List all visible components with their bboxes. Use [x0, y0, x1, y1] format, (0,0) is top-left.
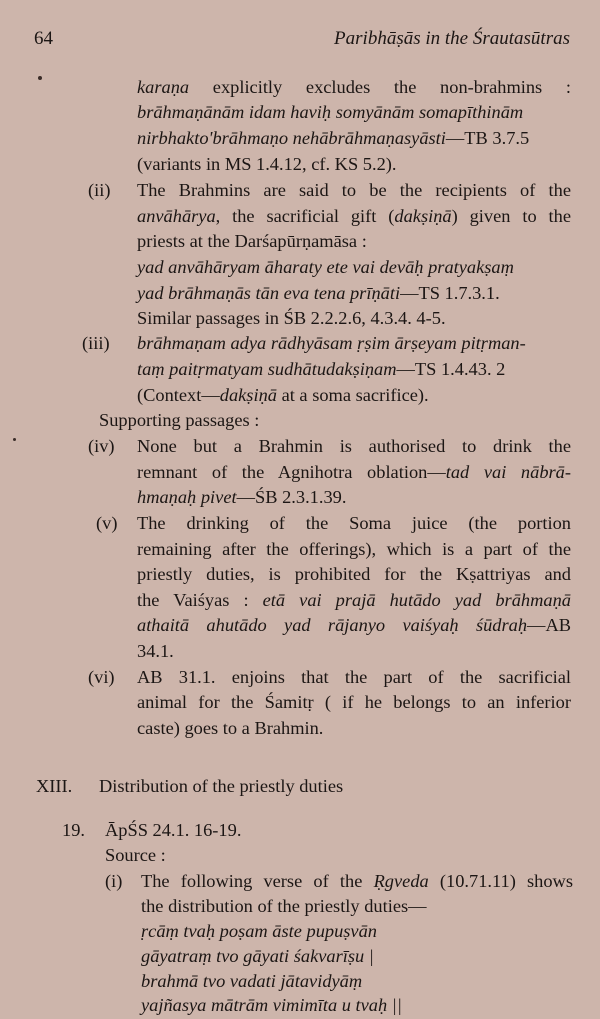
- text-line: AB 31.1. enjoins that the part of the sacrificial: [137, 667, 571, 687]
- text-line: The Brahmins are said to be the recipients of the: [137, 180, 571, 200]
- text-line: brāhmaṇam adya rādhyāsam ṛṣim ārṣeyam pitṛman-: [137, 333, 526, 353]
- item-label: (iii): [82, 333, 110, 353]
- text-line: The drinking of the Soma juice (the portion: [137, 513, 571, 533]
- text-line: athaitā ahutādo yad rājanyo vaiśyaḥ śūdraḥ—AB: [137, 615, 571, 635]
- text-line: taṃ paitṛmatyam sudhātudakṣiṇam—TS 1.4.43. 2: [137, 359, 506, 379]
- text-line: Similar passages in ŚB 2.2.2.6, 4.3.4. 4-5.: [137, 308, 446, 328]
- text-line: priests at the Darśapūrṇamāsa :: [137, 231, 367, 251]
- text-line: (Context—dakṣiṇā at a soma sacrifice).: [137, 385, 429, 405]
- text-line: brāhmaṇānām idam haviḥ somyānām somapīthinām: [137, 102, 524, 122]
- section-title: Distribution of the priestly duties: [99, 776, 344, 796]
- entry-reference: ĀpŚS 24.1. 16-19.: [105, 820, 242, 840]
- item-label: (i): [105, 871, 123, 891]
- subheading: Supporting passages :: [99, 410, 260, 430]
- text-line: remnant of the Agnihotra oblation—tad vai nābrā-: [137, 462, 571, 482]
- page-number: 64: [34, 28, 53, 49]
- text-line: yad anvāhāryam āharaty ete vai devāḥ pratyakṣaṃ: [137, 257, 514, 277]
- text-line: nirbhakto'brāhmaṇo nehābrāhmaṇasyāsti—TB 3.7.5: [137, 128, 530, 148]
- text-line: the Vaiśyas : etā vai prajā hutādo yad brāhmaṇā: [137, 590, 571, 610]
- speck-mark: [38, 76, 42, 80]
- text-line: hmaṇaḥ pivet—ŚB 2.3.1.39.: [137, 487, 347, 507]
- item-label: (v): [96, 513, 118, 533]
- text-line: animal for the Śamitṛ ( if he belongs to an inferior: [137, 692, 571, 712]
- text-line: None but a Brahmin is authorised to drink the: [137, 436, 571, 456]
- item-label: (iv): [88, 436, 115, 456]
- verse-line: yajñasya mātrām vimimīta u tvaḥ ||: [141, 995, 402, 1015]
- verse-line: gāyatraṃ tvo gāyati śakvarīṣu |: [141, 946, 374, 966]
- text-line: 34.1.: [137, 641, 174, 661]
- verse-line: brahmā tvo vadati jātavidyāṃ: [141, 971, 363, 991]
- speck-mark: [13, 438, 16, 441]
- running-title: Paribhāṣās in the Śrautasūtras: [334, 28, 570, 49]
- text-line: yad brāhmaṇās tān eva tena prīṇāti—TS 1.7.3.1.: [137, 283, 500, 303]
- text-line: priestly duties, is prohibited for the Kṣattriyas and: [137, 564, 571, 584]
- text-line: anvāhārya, the sacrificial gift (dakṣiṇā) given to the: [137, 206, 571, 226]
- item-label: (vi): [88, 667, 115, 687]
- text-line: remaining after the offerings), which is a part of the: [137, 539, 571, 559]
- entry-number: 19.: [62, 820, 85, 840]
- section-number: XIII.: [36, 776, 73, 796]
- text-line: the distribution of the priestly duties—: [141, 896, 427, 916]
- source-label: Source :: [105, 845, 166, 865]
- text-line: The following verse of the Ṛgveda (10.71.11) shows: [141, 871, 573, 891]
- verse-line: ṛcāṃ tvaḥ poṣam āste pupuṣvān: [141, 921, 377, 941]
- item-label: (ii): [88, 180, 111, 200]
- text-line: (variants in MS 1.4.12, cf. KS 5.2).: [137, 154, 397, 174]
- text-line: caste) goes to a Brahmin.: [137, 718, 324, 738]
- text-line: karaṇa explicitly excludes the non-brahmins :: [137, 77, 571, 97]
